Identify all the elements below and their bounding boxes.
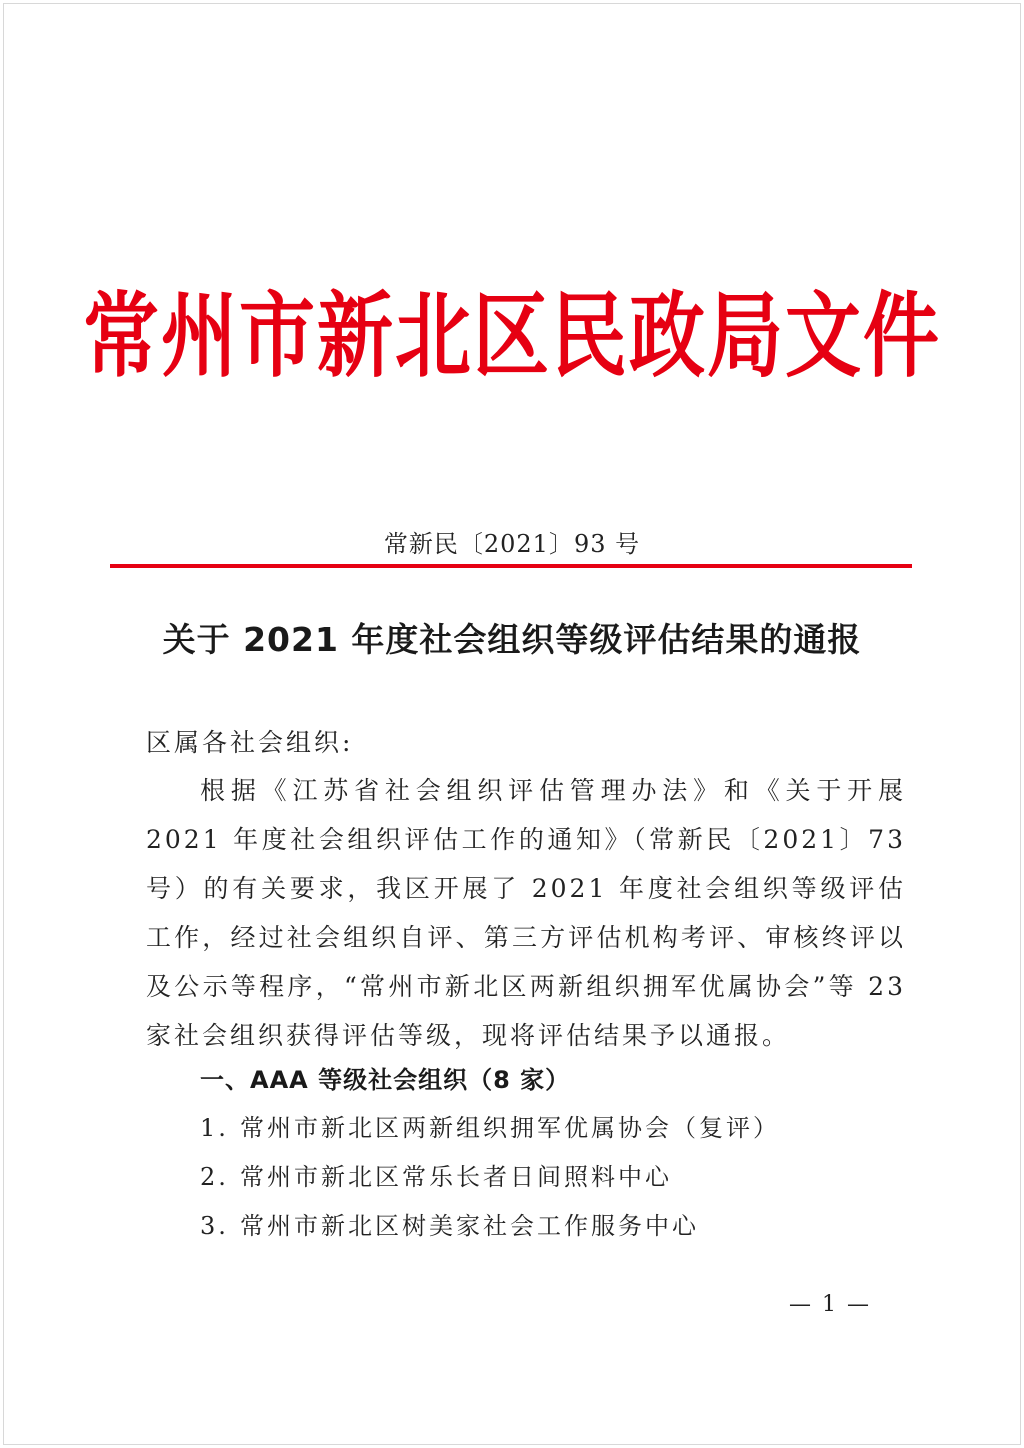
list-item-text: 常州市新北区常乐长者日间照料中心 (240, 1163, 672, 1191)
page-number: — 1 — (789, 1292, 871, 1317)
organization-list (200, 1104, 780, 1251)
list-item (200, 1202, 780, 1251)
list-item (200, 1104, 780, 1153)
section-heading: 一、AAA 等级社会组织（8 家） (200, 1066, 571, 1094)
document-header: 常州市新北区民政局文件 (83, 281, 941, 391)
red-divider-line (110, 564, 912, 568)
list-item-number: 3. (200, 1212, 229, 1240)
list-item-text: 常州市新北区两新组织拥军优属协会（复评） (240, 1114, 780, 1142)
list-item-number: 2. (200, 1163, 229, 1191)
document-number: 常新民〔2021〕93 号 (383, 530, 641, 558)
body-paragraph: 根据《江苏省社会组织评估管理办法》和《关于开展 2021 年度社会组织评估工作的通知》（常新民〔2021〕73 号）的有关要求，我区开展了 2021 年度社会组织等级评估工作，经过社会组织自评、第三方评估机构考评、审核终评以及公示等程序，“常州市新北区两新组织拥军优属协会”等 23 家社会组织获得评估等级，现将评估结果予以通报。 (146, 776, 906, 1050)
document-title: 关于 2021 年度社会组织等级评估结果的通报 (162, 620, 862, 659)
salutation: 区属各社会组织: (146, 728, 354, 757)
list-item (200, 1153, 780, 1202)
list-item-number: 1. (200, 1114, 229, 1142)
list-item-text: 常州市新北区树美家社会工作服务中心 (240, 1212, 699, 1240)
